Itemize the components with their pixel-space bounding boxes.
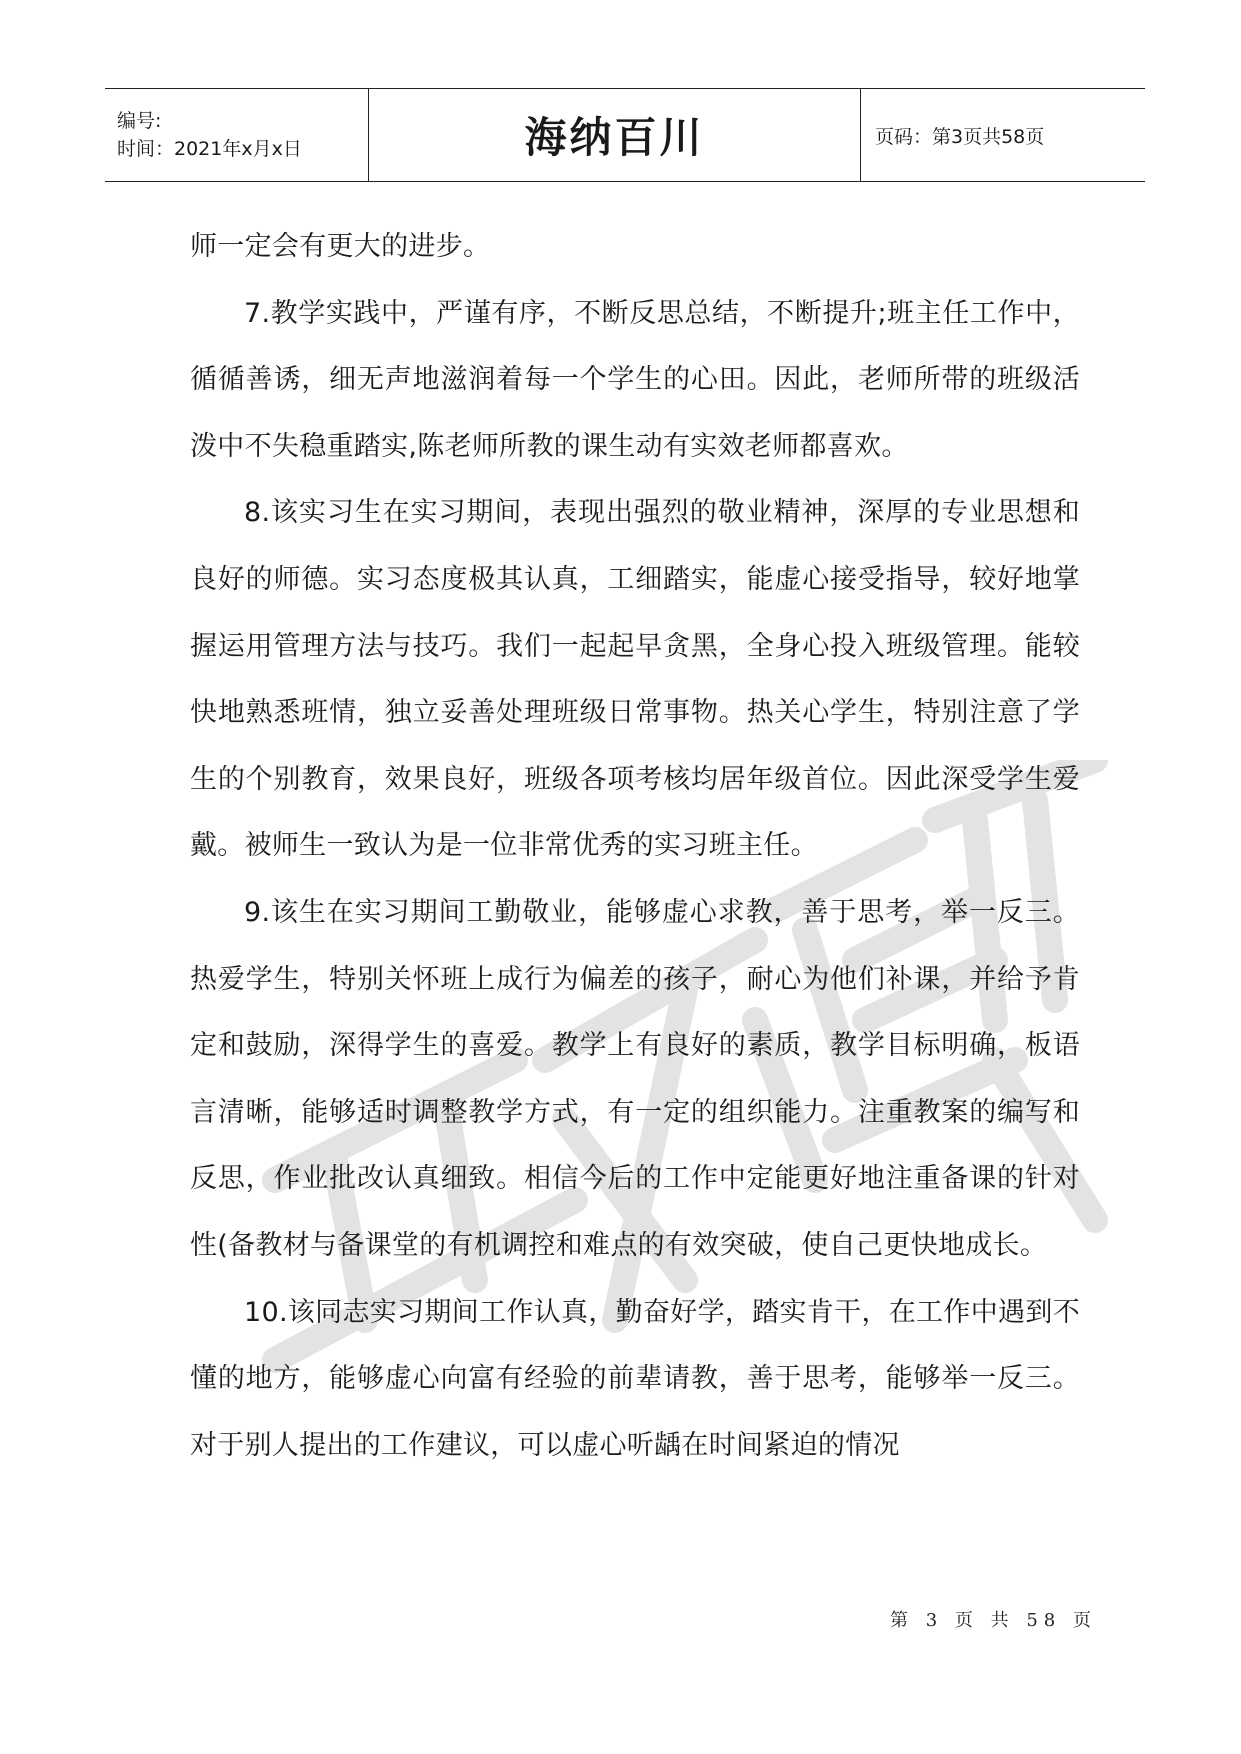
paragraph: 师一定会有更大的进步。 (190, 231, 491, 262)
header-page-cell (861, 89, 1145, 181)
paragraph: 10.该同志实习期间工作认真，勤奋好学，踏实肯干，在工作中遇到不懂的地方，能够虚心向富有经验的前辈请教，善于思考，能够举一反三。对于别人提出的工作建议，可以虚心听龋在时间紧迫的情况 (190, 1296, 1080, 1461)
date-label: 时间：2021年x月x日 (117, 138, 302, 160)
document-title: 海纳百川 (524, 113, 705, 162)
paragraph: 8.该实习生在实习期间，表现出强烈的敬业精神，深厚的专业思想和良好的师德。实习态度极其认真，工细踏实，能虚心接受指导，较好地掌握运用管理方法与技巧。我们一起起早贪黑，全身心投入班级管理。能较快地熟悉班情，独立妥善处理班级日常事物。热关心学生，特别注意了学生的个别教育，效果良好，班级各项考核均居年级首位。因此深受学生爱戴。被师生一致认为是一位非常优秀的实习班主任。 (190, 497, 1080, 862)
header-page-number: 页码：第3页共58页 (875, 125, 1045, 148)
paragraph: 9.该生在实习期间工勤敬业，能够虚心求教，善于思考，举一反三。热爱学生，特别关怀班上成行为偏差的孩子，耐心为他们补课，并给予肯定和鼓励，深得学生的喜爱。教学上有良好的素质，教学目标明确，板语言清晰，能够适时调整教学方式，有一定的组织能力。注重教案的编写和反思，作业批改认真细致。相信今后的工作中定能更好地注重备课的针对性(备教材与备课堂的有机调控和难点的有效突破，使自己更快地成长。 (190, 896, 1080, 1261)
footer-page-number: 第 3 页 共 58 页 (890, 1610, 1097, 1631)
document-body (190, 214, 1080, 1479)
document-header (105, 88, 1145, 182)
header-title-cell (369, 89, 861, 181)
header-meta-cell (105, 89, 369, 181)
paragraph: 7.教学实践中，严谨有序，不断反思总结，不断提升;班主任工作中，循循善诱，细无声地滋润着每一个学生的心田。因此，老师所带的班级活泼中不失稳重踏实,陈老师所教的课生动有实效老师都喜欢。 (190, 297, 1080, 462)
serial-number-label: 编号: (117, 110, 162, 132)
